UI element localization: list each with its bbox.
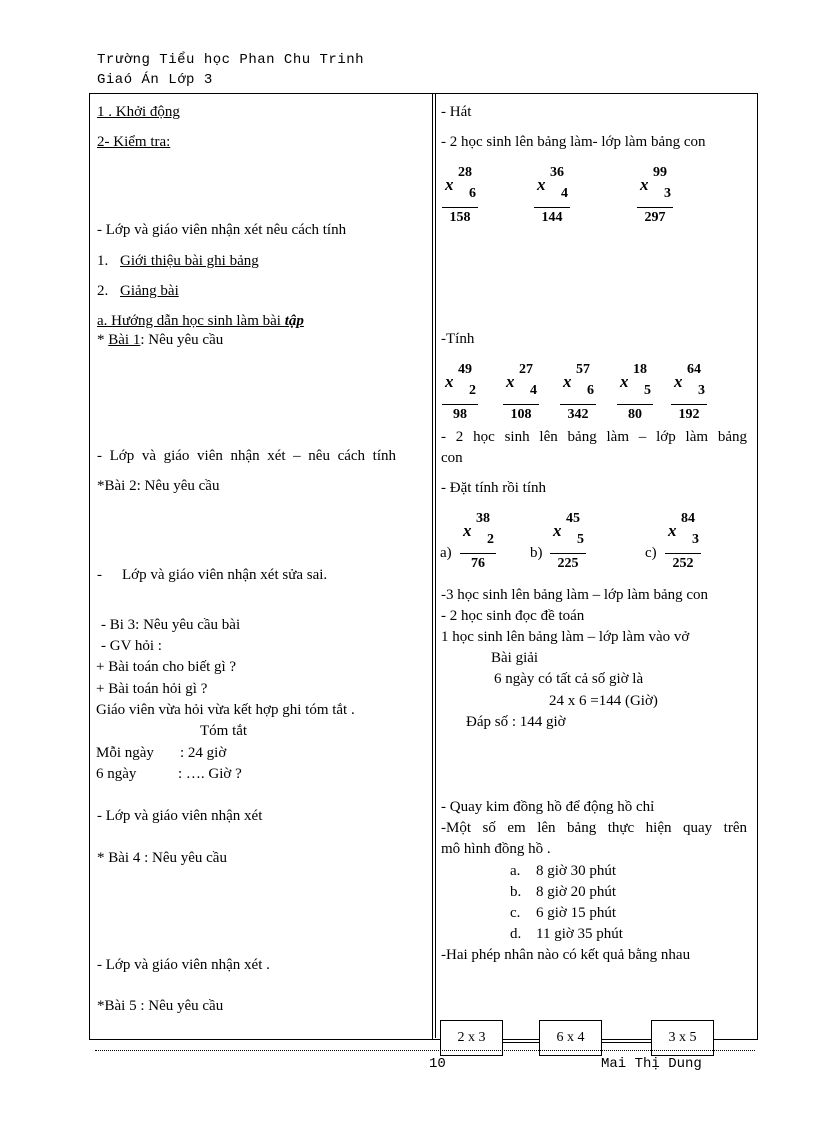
result-line <box>665 553 701 554</box>
left-line: Giáo viên vừa hỏi vừa kết hợp ghi tóm tắt . <box>96 702 355 718</box>
multiplicand: 18 <box>633 362 647 377</box>
multiplier: 3 <box>692 532 699 547</box>
right-line: - Quay kim đồng hồ để động hồ chỉ <box>441 799 655 815</box>
left-line: + Bài toán cho biết gì ? <box>96 659 237 675</box>
multiply-sign: x <box>674 372 683 391</box>
multiplier: 6 <box>469 186 476 201</box>
section-warmup: 1 . Khởi động <box>97 104 180 120</box>
sub-label: c) <box>645 545 657 561</box>
left-line: + Bài toán hỏi gì ? <box>96 681 208 697</box>
column-divider <box>435 93 436 1038</box>
exercise-2: *Bài 2: Nêu yêu cầu <box>97 478 220 494</box>
product: 158 <box>449 210 471 225</box>
result-line <box>534 207 570 208</box>
multiplier: 2 <box>487 532 494 547</box>
right-line: - Hát <box>441 104 472 120</box>
footer-rule <box>95 1050 755 1051</box>
connector-line <box>601 1042 651 1043</box>
multiplier: 6 <box>587 383 594 398</box>
result-line <box>503 404 539 405</box>
section-check: 2- Kiểm tra: <box>97 134 171 150</box>
guide-emph: tập <box>284 313 304 329</box>
summary-key: 6 ngày <box>96 766 137 782</box>
connector-line <box>502 1042 540 1043</box>
multiplier: 2 <box>469 383 476 398</box>
product: 252 <box>672 556 694 571</box>
result-line <box>671 404 707 405</box>
multiplicand: 84 <box>681 511 695 526</box>
multiplicand: 57 <box>576 362 590 377</box>
result-line <box>442 404 478 405</box>
section-lesson: Giảng bài <box>120 283 179 299</box>
multiplier: 4 <box>561 186 568 201</box>
result-line <box>637 207 673 208</box>
multiplicand: 38 <box>476 511 490 526</box>
doc-subtitle: Giaó Án Lớp 3 <box>97 72 213 88</box>
left-line: - <box>97 567 102 583</box>
result-line <box>617 404 653 405</box>
bullet: * <box>97 332 109 348</box>
multiply-sign: x <box>620 372 629 391</box>
summary-value: : 24 giờ <box>180 745 227 761</box>
right-line: con <box>441 450 463 466</box>
right-line: - 2 học sinh đọc đề toán <box>441 608 585 624</box>
multiplicand: 49 <box>458 362 472 377</box>
exercise-5: *Bài 5 : Nêu yêu cầu <box>97 998 224 1014</box>
result-line <box>442 207 478 208</box>
right-line: - Đặt tính rồi tính <box>441 480 546 496</box>
sub-label: a) <box>440 545 452 561</box>
left-line: - Lớp và giáo viên nhận xét – nêu cách tính <box>97 448 396 464</box>
multiply-sign: x <box>553 521 562 540</box>
product: 225 <box>557 556 579 571</box>
product: 76 <box>471 556 485 571</box>
right-line: - 2 học sinh lên bảng làm – lớp làm bảng <box>441 429 747 445</box>
clock-key: d. <box>510 926 522 942</box>
result-line <box>550 553 586 554</box>
product: 342 <box>567 407 589 422</box>
multiply-sign: x <box>640 175 649 194</box>
solution-line: 24 x 6 =144 (Giờ) <box>549 693 658 709</box>
list-num: 2. <box>97 283 109 299</box>
product: 80 <box>628 407 642 422</box>
exercise-1-text: : Nêu yêu cầu <box>140 332 224 348</box>
exercise-1-label: Bài 1 <box>108 332 141 348</box>
multiply-sign: x <box>563 372 572 391</box>
clock-key: b. <box>510 884 522 900</box>
product-box-2: 6 x 4 <box>539 1020 602 1056</box>
multiplicand: 99 <box>653 165 667 180</box>
solution-line: 6 ngày có tất cả số giờ là <box>494 671 644 687</box>
multiplicand: 27 <box>519 362 533 377</box>
product-box-1: 2 x 3 <box>440 1020 503 1056</box>
exercise-1 <box>97 332 223 349</box>
multiply-sign: x <box>668 521 677 540</box>
sub-label: b) <box>530 545 543 561</box>
page-number: 10 <box>429 1056 446 1072</box>
product: 108 <box>510 407 532 422</box>
right-line: - 2 học sinh lên bảng làm- lớp làm bảng con <box>441 134 706 150</box>
multiply-sign: x <box>463 521 472 540</box>
multiply-sign: x <box>445 372 454 391</box>
right-line: mô hình đồng hồ . <box>441 841 551 857</box>
right-line: -3 học sinh lên bảng làm – lớp làm bảng con <box>441 587 709 603</box>
left-line: - Lớp và giáo viên nhận xét <box>97 808 263 824</box>
solution-answer: Đáp số : 144 giờ <box>466 714 566 730</box>
summary-key: Mỗi ngày <box>96 745 154 761</box>
summary-value: : …. Giờ ? <box>178 766 242 782</box>
product: 192 <box>678 407 700 422</box>
right-line: 1 học sinh lên bảng làm – lớp làm vào vở <box>441 629 690 645</box>
product: 144 <box>541 210 563 225</box>
multiplier: 3 <box>698 383 705 398</box>
multiply-sign: x <box>537 175 546 194</box>
right-line: -Tính <box>441 331 475 347</box>
result-line <box>460 553 496 554</box>
summary-title: Tóm tắt <box>200 723 248 739</box>
multiply-sign: x <box>506 372 515 391</box>
solution-title: Bài giải <box>491 650 539 666</box>
right-line: -Hai phép nhân nào có kết quả bằng nhau <box>441 947 691 963</box>
clock-value: 8 giờ 30 phút <box>536 863 617 879</box>
right-line: -Một số em lên bảng thực hiện quay trên <box>441 820 747 836</box>
clock-value: 11 giờ 35 phút <box>536 926 623 942</box>
multiplicand: 45 <box>566 511 580 526</box>
section-intro: Giới thiệu bài ghi bảng <box>120 253 259 269</box>
exercise-3: - Bi 3: Nêu yêu cầu bài <box>101 617 241 633</box>
multiplicand: 64 <box>687 362 701 377</box>
multiplicand: 36 <box>550 165 564 180</box>
multiply-sign: x <box>445 175 454 194</box>
guide-text: a. Hướng dẫn học sinh làm bài <box>97 313 285 329</box>
multiplier: 3 <box>664 186 671 201</box>
clock-key: c. <box>510 905 521 921</box>
result-line <box>560 404 596 405</box>
multiplier: 4 <box>530 383 537 398</box>
product: 297 <box>644 210 666 225</box>
clock-key: a. <box>510 863 521 879</box>
school-name: Trường Tiểu học Phan Chu Trinh <box>97 52 365 68</box>
clock-value: 6 giờ 15 phút <box>536 905 617 921</box>
section-guide <box>97 313 304 330</box>
left-line: - GV hỏi : <box>101 638 162 654</box>
multiplier: 5 <box>577 532 584 547</box>
left-line: Lớp và giáo viên nhận xét sửa sai. <box>122 567 328 583</box>
product: 98 <box>453 407 467 422</box>
left-line: - Lớp và giáo viên nhận xét . <box>97 957 270 973</box>
author-name: Mai Thị Dung <box>601 1056 702 1072</box>
clock-value: 8 giờ 20 phút <box>536 884 617 900</box>
product-box-3: 3 x 5 <box>651 1020 714 1056</box>
exercise-4: * Bài 4 : Nêu yêu cầu <box>97 850 227 866</box>
left-line: - Lớp và giáo viên nhận xét nêu cách tính <box>97 222 347 238</box>
multiplicand: 28 <box>458 165 472 180</box>
list-num: 1. <box>97 253 109 269</box>
multiplier: 5 <box>644 383 651 398</box>
